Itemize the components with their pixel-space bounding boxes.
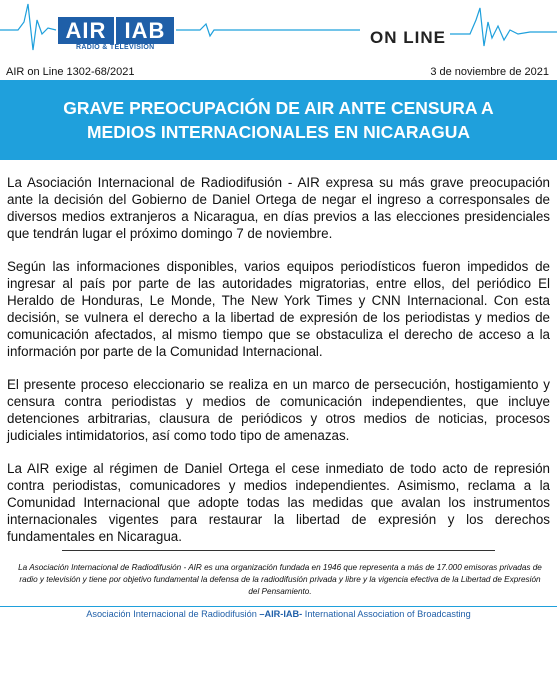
page-title: GRAVE PREOCUPACIÓN DE AIR ANTE CENSURA A MEDIOS INTERNACIONALES EN NICARAGUA — [63, 98, 494, 142]
footer-divider — [0, 606, 557, 607]
paragraph: El presente proceso eleccionario se realiza en un marco de persecución, hostigamiento y censura contra periodistas y medios de comunicación independientes, que incluye detenciones arbitrarias, clausura de periódicos y otros medios de noticias, procesos judiciales intimidatorios, así como todo tipo de amenazas. — [7, 377, 550, 443]
logo-iab: IAB — [116, 17, 174, 44]
letterhead — [0, 0, 557, 60]
logo-air: AIR — [58, 17, 114, 44]
paragraph: La Asociación Internacional de Radiodifusión - AIR expresa su más grave preocupación ante la decisión del Gobierno de Daniel Ortega de negar el ingreso a corresponsales de diversos medios extranjeros a Nicaragua, en días previos a las elecciones presidenciales que tendrán lugar el próximo domingo 7 de noviembre. — [7, 175, 550, 241]
paragraph: La AIR exige al régimen de Daniel Ortega el cese inmediato de todo acto de represión contra periodistas, comunicadores y medios independientes. Asimismo, reclama a la Comunidad Internacional que adopte todas las medidas que avalan los instrumentos internacionales vigentes para restaurar la libertad de expresión y los derechos fundamentales en Nicaragua. — [7, 461, 550, 544]
paragraph: Según las informaciones disponibles, varios equipos periodísticos fueron impedidos de ingresar al país por parte de las autoridades migratorias, entre ellos, del periódico El Heraldo de Honduras, Le Monde, The New York Times y CNN Internacional. Con esta decisión, se vulnera el derecho a la libertad de expresión de los periodistas y medios de comunicación afectados, al mismo tiempo que se obstaculiza el derecho de acceso a la información por parte de la Comunidad Internacional. — [7, 259, 550, 359]
footer-text-after: International Association of Broadcasting — [302, 609, 471, 619]
logo-subtitle: RADIO & TELEVISION — [76, 44, 155, 51]
statement-body — [7, 174, 550, 561]
reference-number: AIR on Line 1302-68/2021 — [6, 66, 135, 78]
footer-acronym: –AIR-IAB- — [259, 609, 303, 619]
online-label: ON LINE — [370, 28, 446, 47]
document-date: 3 de noviembre de 2021 — [430, 66, 549, 78]
organization-footnote: La Asociación Internacional de Radiodifusión - AIR es una organización fundada en 1946 que representa a más de 17.000 emisoras privadas de radio y televisión y tiene por objetivo fundamental la defensa de la radiodifusión privada y libre y la vigencia efectiva de la Libertad de Expresión del Pensamiento. — [18, 563, 542, 596]
footer — [0, 609, 557, 619]
footer-text-before: Asociación Internacional de Radiodifusión — [86, 609, 260, 619]
divider — [62, 550, 495, 551]
title-banner — [0, 80, 557, 160]
